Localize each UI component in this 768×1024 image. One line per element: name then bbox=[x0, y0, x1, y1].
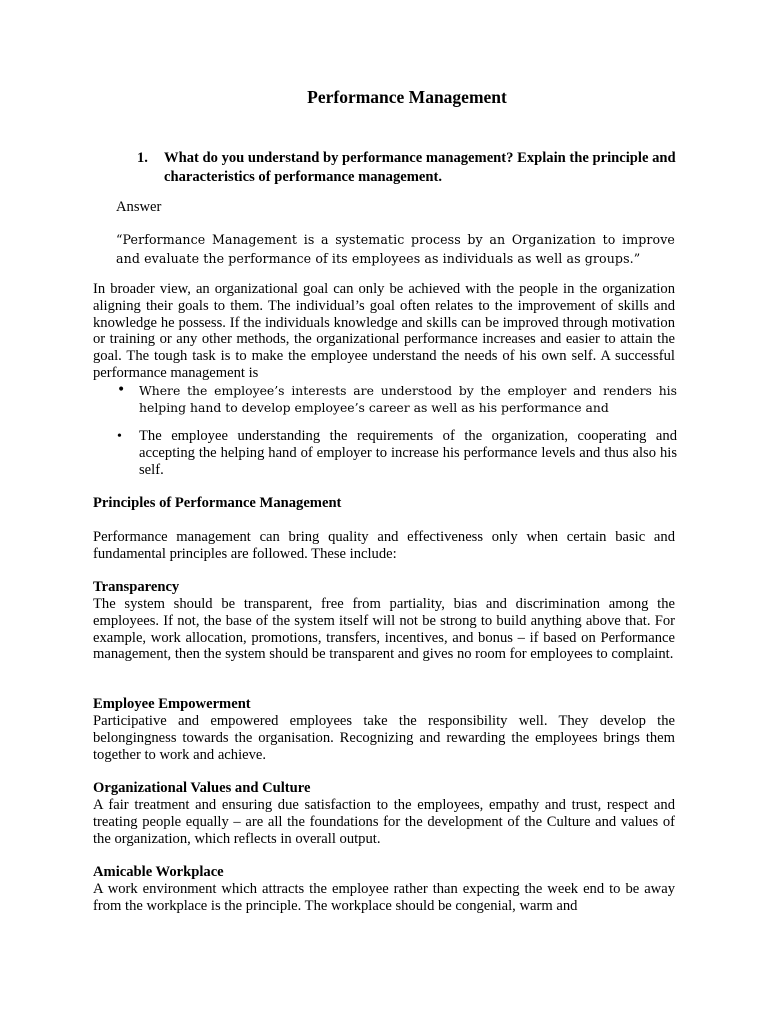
bullet-text: The employee understanding the requirements of the organization, cooperating and accepting the helping hand of employer to increase his performance levels and thus also his self. bbox=[139, 428, 677, 478]
section-text-amicable-workplace: A work environment which attracts the employee rather than expecting the week end to be away from the workplace is the principle. The workplace should be congenial, warm and bbox=[93, 881, 675, 914]
list-item bbox=[117, 428, 677, 479]
bullet-icon: • bbox=[117, 382, 126, 398]
question-text: What do you understand by performance management? Explain the principle and characteristics of performance management. bbox=[164, 150, 676, 185]
list-item bbox=[117, 382, 677, 416]
bullet-text: Where the employee’s interests are understood by the employer and renders his helping hand to develop employee’s career as well as his performance and bbox=[139, 383, 677, 415]
section-heading-values-culture: Organizational Values and Culture bbox=[93, 780, 311, 796]
bullet-icon: • bbox=[117, 429, 122, 444]
bullet-list-2 bbox=[117, 428, 677, 479]
section-heading-amicable-workplace: Amicable Workplace bbox=[93, 864, 224, 880]
section-text-employee-empowerment: Participative and empowered employees take the responsibility well. They develop the belongingness towards the organisation. Recognizing and rewarding the employees brings them together to work and achieve. bbox=[93, 713, 675, 763]
broad-view-paragraph: In broader view, an organizational goal can only be achieved with the people in the organization aligning their goals to them. The individual’s goal often relates to the improvement of skills and knowledge he possess. If the individuals knowledge and skills can be improved through motivation or training or any other methods, the organizational performance increases and easier to attain the goal. The tough task is to make the employee understand the needs of his own self. A successful performance management is bbox=[93, 281, 675, 381]
section-text-transparency: The system should be transparent, free from partiality, bias and discrimination among the employees. If not, the base of the system itself will not be strong to build anything above that. For example, work allocation, promotions, transfers, incentives, and bonus – if based on Performance management, then the system should be transparent and gives no room for employees to complaint. bbox=[93, 596, 675, 663]
section-text-values-culture: A fair treatment and ensuring due satisfaction to the employees, empathy and trust, respect and treating people equally – are all the foundations for the development of the Culture and values of the organization, which reflects in overall output. bbox=[93, 797, 675, 847]
page-title: Performance Management bbox=[307, 87, 507, 107]
answer-label: Answer bbox=[116, 199, 162, 215]
question-number: 1. bbox=[137, 150, 148, 166]
section-heading-employee-empowerment: Employee Empowerment bbox=[93, 696, 251, 712]
definition-quote: “Performance Management is a systematic process by an Organization to improve and evaluate the performance of its employees as individuals as well as groups.” bbox=[116, 232, 675, 266]
principles-intro: Performance management can bring quality and effectiveness only when certain basic and fundamental principles are followed. These include: bbox=[93, 529, 675, 562]
section-heading-transparency: Transparency bbox=[93, 579, 180, 595]
question-1 bbox=[137, 149, 677, 187]
bullet-list-1 bbox=[117, 382, 677, 416]
principles-heading: Principles of Performance Management bbox=[93, 495, 342, 511]
